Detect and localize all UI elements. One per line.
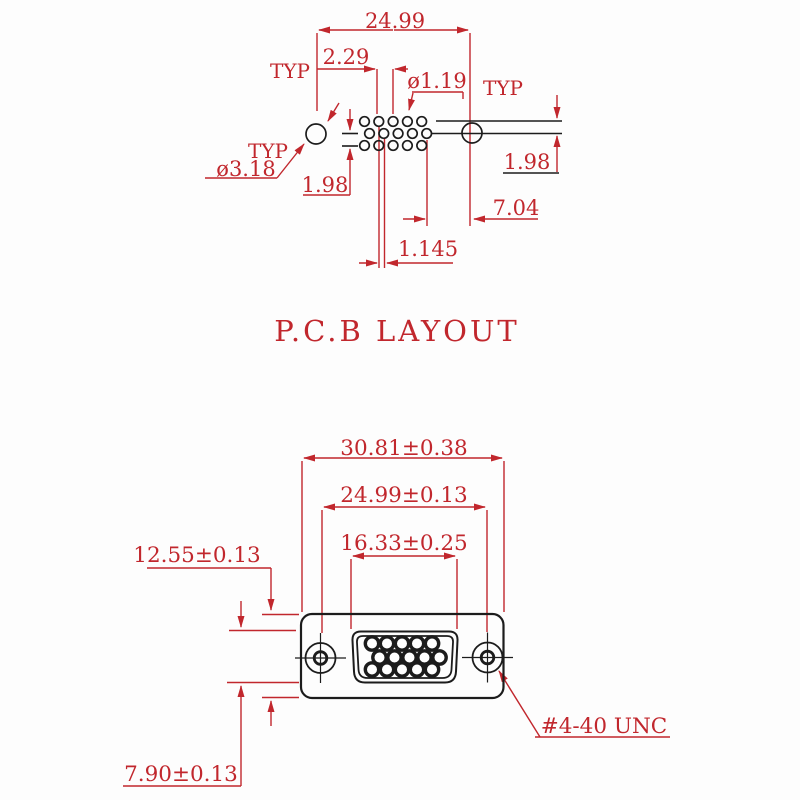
dim-label-dia-1-19: ø1.19 xyxy=(407,69,467,93)
dim-label-2-29: 2.29 xyxy=(322,45,370,69)
thread-leader xyxy=(499,671,540,737)
typ-leader-top xyxy=(328,103,339,121)
dim-label-1-145: 1.145 xyxy=(397,237,459,261)
typ-label-left: TYP xyxy=(248,139,288,163)
connector-pin-grid xyxy=(365,637,446,676)
dim-label-16-33: 16.33±0.25 xyxy=(340,531,468,556)
screw-hole-right xyxy=(462,633,513,683)
dim-label-dia-3-18: ø3.18 xyxy=(216,157,276,181)
pcb-layout-drawing xyxy=(205,9,562,348)
thread-label: #4-40 UNC xyxy=(540,714,668,739)
dim-label-1-98-left: 1.98 xyxy=(301,173,349,197)
dim-label-7-90: 7.90±0.13 xyxy=(124,762,238,787)
screw-hole-left xyxy=(295,633,346,683)
dim-label-12-55: 12.55±0.13 xyxy=(133,543,261,568)
typ-label-right: TYP xyxy=(483,76,523,100)
connector-front-view xyxy=(123,436,670,787)
dim-label-30-81: 30.81±0.38 xyxy=(340,436,468,461)
typ-label-top: TYP xyxy=(270,59,310,83)
dim-label-7-04: 7.04 xyxy=(492,196,540,220)
pcb-pad-grid xyxy=(360,117,432,151)
pcb-mount-hole-left xyxy=(306,124,326,144)
dim-label-24-99-front: 24.99±0.13 xyxy=(340,483,468,508)
dim-label-1-98-right: 1.98 xyxy=(503,150,551,174)
drawing-title: P.C.B LAYOUT xyxy=(274,314,520,348)
dim-label-24-99: 24.99 xyxy=(364,9,426,33)
